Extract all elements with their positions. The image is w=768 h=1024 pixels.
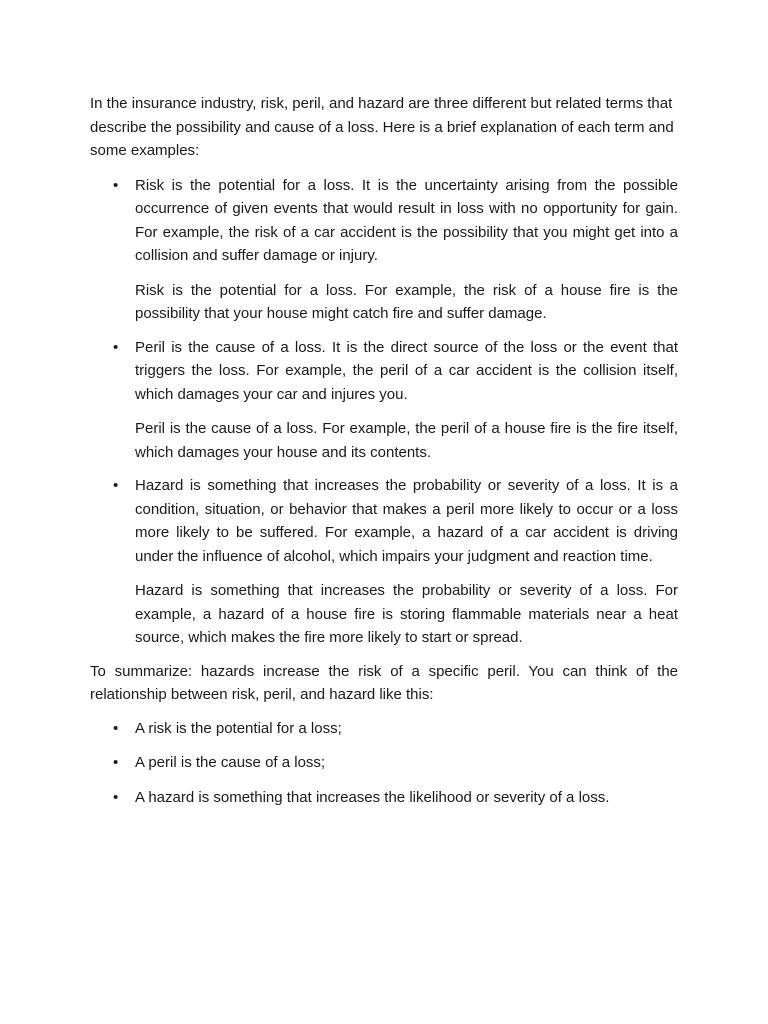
risk-example: Risk is the potential for a loss. For example, the risk of a house fire is the possibility that your house might catch fire and suffer damage.	[135, 281, 678, 322]
document-page	[90, 92, 678, 820]
bullet-icon: •	[113, 719, 119, 737]
intro-paragraph: In the insurance industry, risk, peril, and hazard are three different but related terms that describe the possibility and cause of a loss. Here is a brief explanation of each term and some examples:	[90, 95, 674, 159]
bullet-icon: •	[113, 754, 119, 771]
bullet-icon: •	[113, 338, 119, 356]
list-item	[90, 786, 678, 810]
summary-item-peril: A peril is the cause of a loss;	[135, 754, 326, 771]
list-item-hazard	[90, 474, 678, 650]
summary-paragraph: To summarize: hazards increase the risk of a specific peril. You can think of the relationship between risk, peril, and hazard like this:	[90, 662, 678, 703]
risk-definition: Risk is the potential for a loss. It is the uncertainty arising from the possible occurrence of given events that would result in loss with no opportunity for gain. For example, the risk of a car accident is the possibility that you might get into a collision and suffer damage or injury.	[135, 176, 678, 264]
terms-list	[90, 174, 678, 650]
summary-item-risk: A risk is the potential for a loss;	[135, 719, 342, 737]
list-item-peril	[90, 336, 678, 465]
list-item-risk	[90, 174, 678, 326]
list-item	[90, 751, 678, 775]
summary-item-hazard: A hazard is something that increases the likelihood or severity of a loss.	[135, 788, 610, 806]
summary-list	[90, 717, 678, 810]
list-item	[90, 717, 678, 741]
peril-example: Peril is the cause of a loss. For example, the peril of a house fire is the fire itself, which damages your house and its contents.	[135, 420, 678, 461]
hazard-example: Hazard is something that increases the probability or severity of a loss. For example, a hazard of a house fire is storing flammable materials near a heat source, which makes the fire more likely to start or spread.	[135, 582, 678, 646]
bullet-icon: •	[113, 477, 119, 494]
hazard-definition: Hazard is something that increases the probability or severity of a loss. It is a condition, situation, or behavior that makes a peril more likely to occur or a loss more likely to be suffered. For example, a hazard of a car accident is driving under the influence of alcohol, which impairs your judgment and reaction time.	[135, 477, 678, 565]
bullet-icon: •	[113, 788, 119, 806]
peril-definition: Peril is the cause of a loss. It is the direct source of the loss or the event that triggers the loss. For example, the peril of a car accident is the collision itself, which damages your car and injures you.	[135, 338, 678, 403]
bullet-icon: •	[113, 176, 119, 194]
